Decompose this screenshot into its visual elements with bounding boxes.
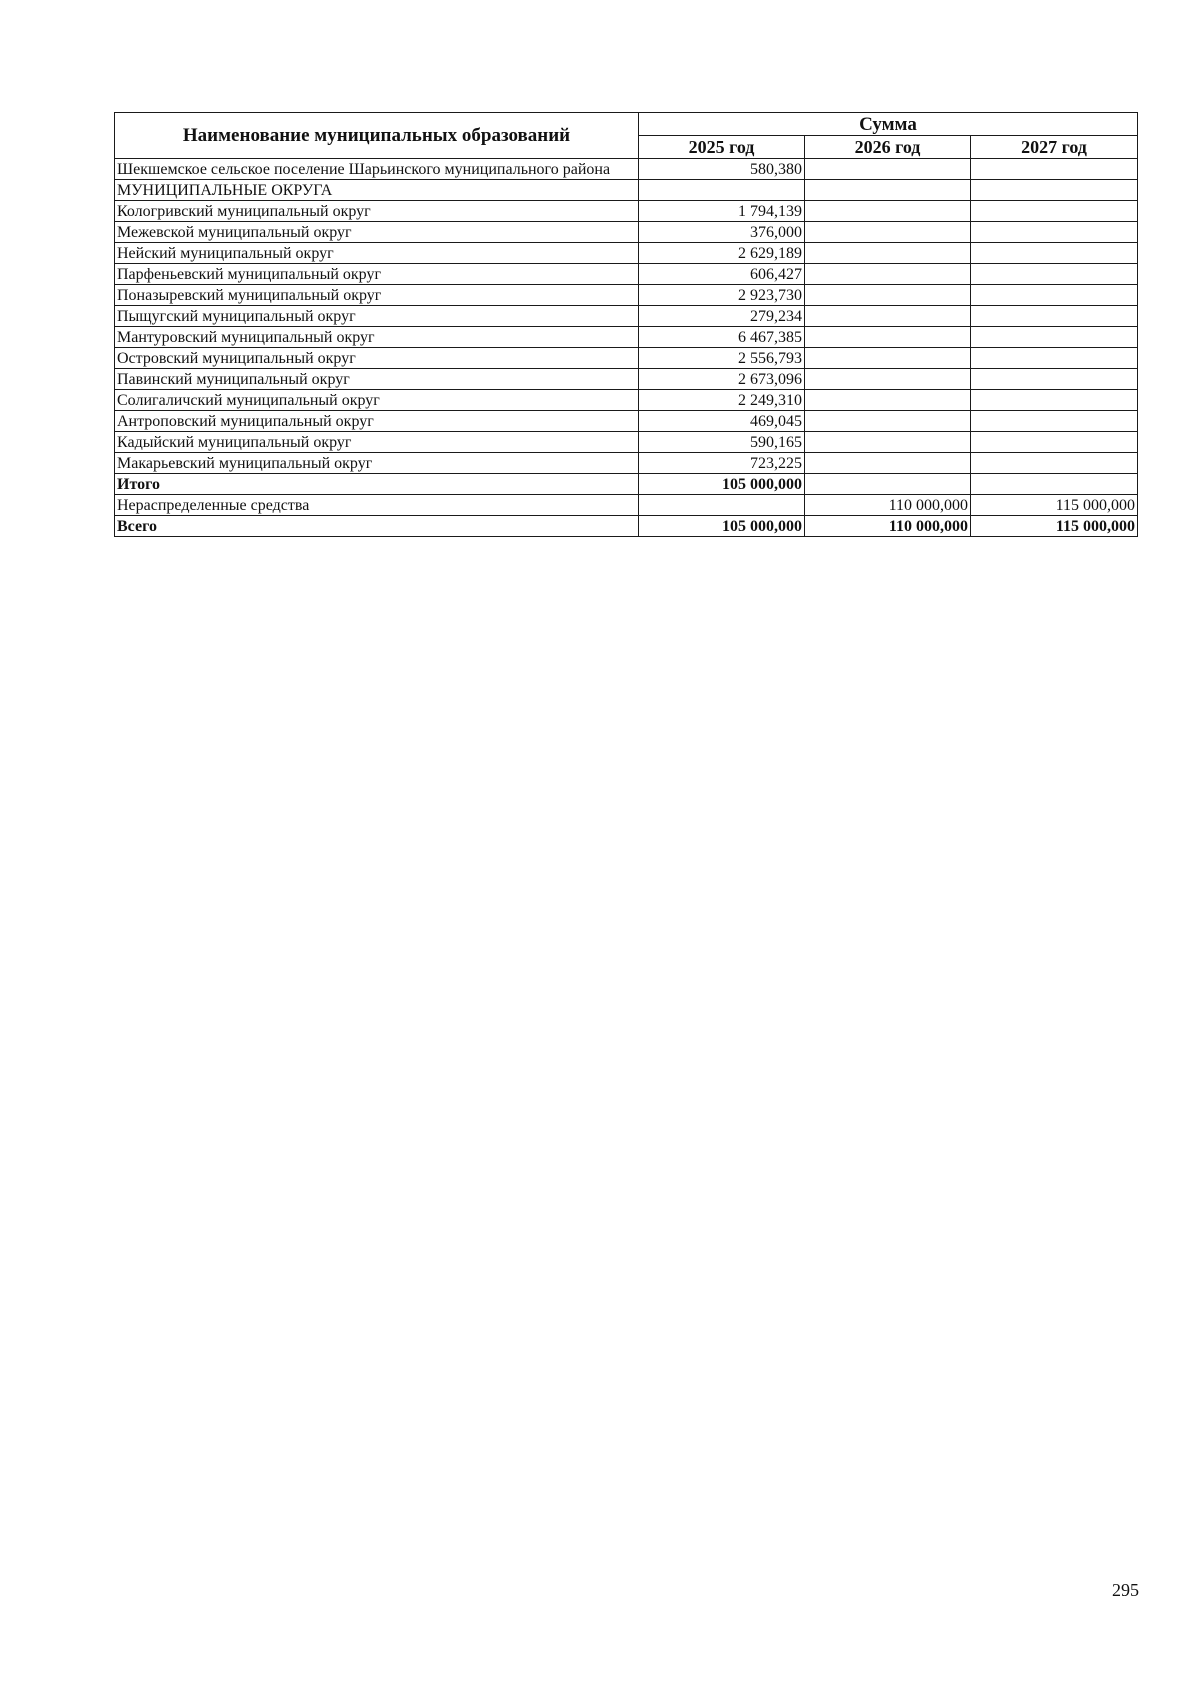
unallocated-row: [115, 495, 1138, 516]
table-row: [115, 369, 1138, 390]
amount-2025: 1 794,139: [639, 201, 805, 222]
amount-2026: [805, 390, 971, 411]
amount-2027: [971, 390, 1138, 411]
table-row: [115, 222, 1138, 243]
municipality-name: Поназыревский муниципальный округ: [115, 285, 639, 306]
table-row: [115, 348, 1138, 369]
table-row: [115, 327, 1138, 348]
amount-2025: 2 629,189: [639, 243, 805, 264]
amount-2026: 110 000,000: [805, 495, 971, 516]
amount-2027: [971, 243, 1138, 264]
amount-2025: 2 923,730: [639, 285, 805, 306]
table-row: [115, 390, 1138, 411]
amount-2025: 2 249,310: [639, 390, 805, 411]
unallocated-label: Нераспределенные средства: [115, 495, 639, 516]
sum-column-header: Сумма: [639, 113, 1138, 136]
municipality-name: Антроповский муниципальный округ: [115, 411, 639, 432]
year-2027-header: 2027 год: [971, 136, 1138, 159]
amount-2026: [805, 327, 971, 348]
amount-2027: 115 000,000: [971, 516, 1138, 537]
amount-2026: [805, 264, 971, 285]
amount-2025: 606,427: [639, 264, 805, 285]
amount-2025: 105 000,000: [639, 474, 805, 495]
amount-2026: [805, 201, 971, 222]
amount-2026: [805, 369, 971, 390]
amount-2026: 110 000,000: [805, 516, 971, 537]
amount-2025: 590,165: [639, 432, 805, 453]
amount-2026: [805, 306, 971, 327]
allocation-table: [114, 112, 1138, 537]
amount-2027: [971, 180, 1138, 201]
table-row: [115, 243, 1138, 264]
table-row: [115, 180, 1138, 201]
municipality-column-header: Наименование муниципальных образований: [115, 113, 639, 159]
amount-2026: [805, 180, 971, 201]
amount-2025: 469,045: [639, 411, 805, 432]
amount-2025: [639, 180, 805, 201]
table-row: [115, 453, 1138, 474]
amount-2027: [971, 222, 1138, 243]
amount-2027: [971, 159, 1138, 180]
municipality-name: Кадыйский муниципальный округ: [115, 432, 639, 453]
amount-2027: [971, 306, 1138, 327]
amount-2025: 279,234: [639, 306, 805, 327]
amount-2026: [805, 159, 971, 180]
table-row: [115, 306, 1138, 327]
amount-2027: [971, 201, 1138, 222]
amount-2025: 105 000,000: [639, 516, 805, 537]
table-row: [115, 264, 1138, 285]
amount-2025: 580,380: [639, 159, 805, 180]
total-label: Всего: [115, 516, 639, 537]
page-number: 295: [1112, 1580, 1139, 1600]
municipality-name: Мантуровский муниципальный округ: [115, 327, 639, 348]
amount-2027: 115 000,000: [971, 495, 1138, 516]
municipality-name: Кологривский муниципальный округ: [115, 201, 639, 222]
amount-2026: [805, 222, 971, 243]
section-heading: МУНИЦИПАЛЬНЫЕ ОКРУГА: [115, 180, 639, 201]
amount-2025: 6 467,385: [639, 327, 805, 348]
municipality-name: Павинский муниципальный округ: [115, 369, 639, 390]
amount-2026: [805, 453, 971, 474]
municipality-name: Шекшемское сельское поселение Шарьинского муниципального района: [115, 159, 639, 180]
table-row: [115, 432, 1138, 453]
municipality-name: Островский муниципальный округ: [115, 348, 639, 369]
table-row: [115, 201, 1138, 222]
amount-2025: [639, 495, 805, 516]
amount-2025: 376,000: [639, 222, 805, 243]
amount-2027: [971, 411, 1138, 432]
year-2026-header: 2026 год: [805, 136, 971, 159]
amount-2027: [971, 453, 1138, 474]
municipality-name: Солигаличский муниципальный округ: [115, 390, 639, 411]
subtotal-row: [115, 474, 1138, 495]
amount-2025: 2 556,793: [639, 348, 805, 369]
amount-2027: [971, 285, 1138, 306]
municipality-name: Нейский муниципальный округ: [115, 243, 639, 264]
amount-2027: [971, 348, 1138, 369]
amount-2026: [805, 285, 971, 306]
amount-2025: 723,225: [639, 453, 805, 474]
table-row: [115, 285, 1138, 306]
amount-2027: [971, 474, 1138, 495]
amount-2026: [805, 348, 971, 369]
municipality-name: Пыщугский муниципальный округ: [115, 306, 639, 327]
table-row: [115, 159, 1138, 180]
amount-2026: [805, 243, 971, 264]
year-2025-header: 2025 год: [639, 136, 805, 159]
amount-2026: [805, 474, 971, 495]
municipality-name: Межевской муниципальный округ: [115, 222, 639, 243]
municipality-name: Парфеньевский муниципальный округ: [115, 264, 639, 285]
amount-2027: [971, 369, 1138, 390]
subtotal-label: Итого: [115, 474, 639, 495]
total-row: [115, 516, 1138, 537]
amount-2027: [971, 264, 1138, 285]
amount-2025: 2 673,096: [639, 369, 805, 390]
amount-2027: [971, 327, 1138, 348]
amount-2026: [805, 411, 971, 432]
municipality-name: Макарьевский муниципальный округ: [115, 453, 639, 474]
table-row: [115, 411, 1138, 432]
amount-2026: [805, 432, 971, 453]
amount-2027: [971, 432, 1138, 453]
